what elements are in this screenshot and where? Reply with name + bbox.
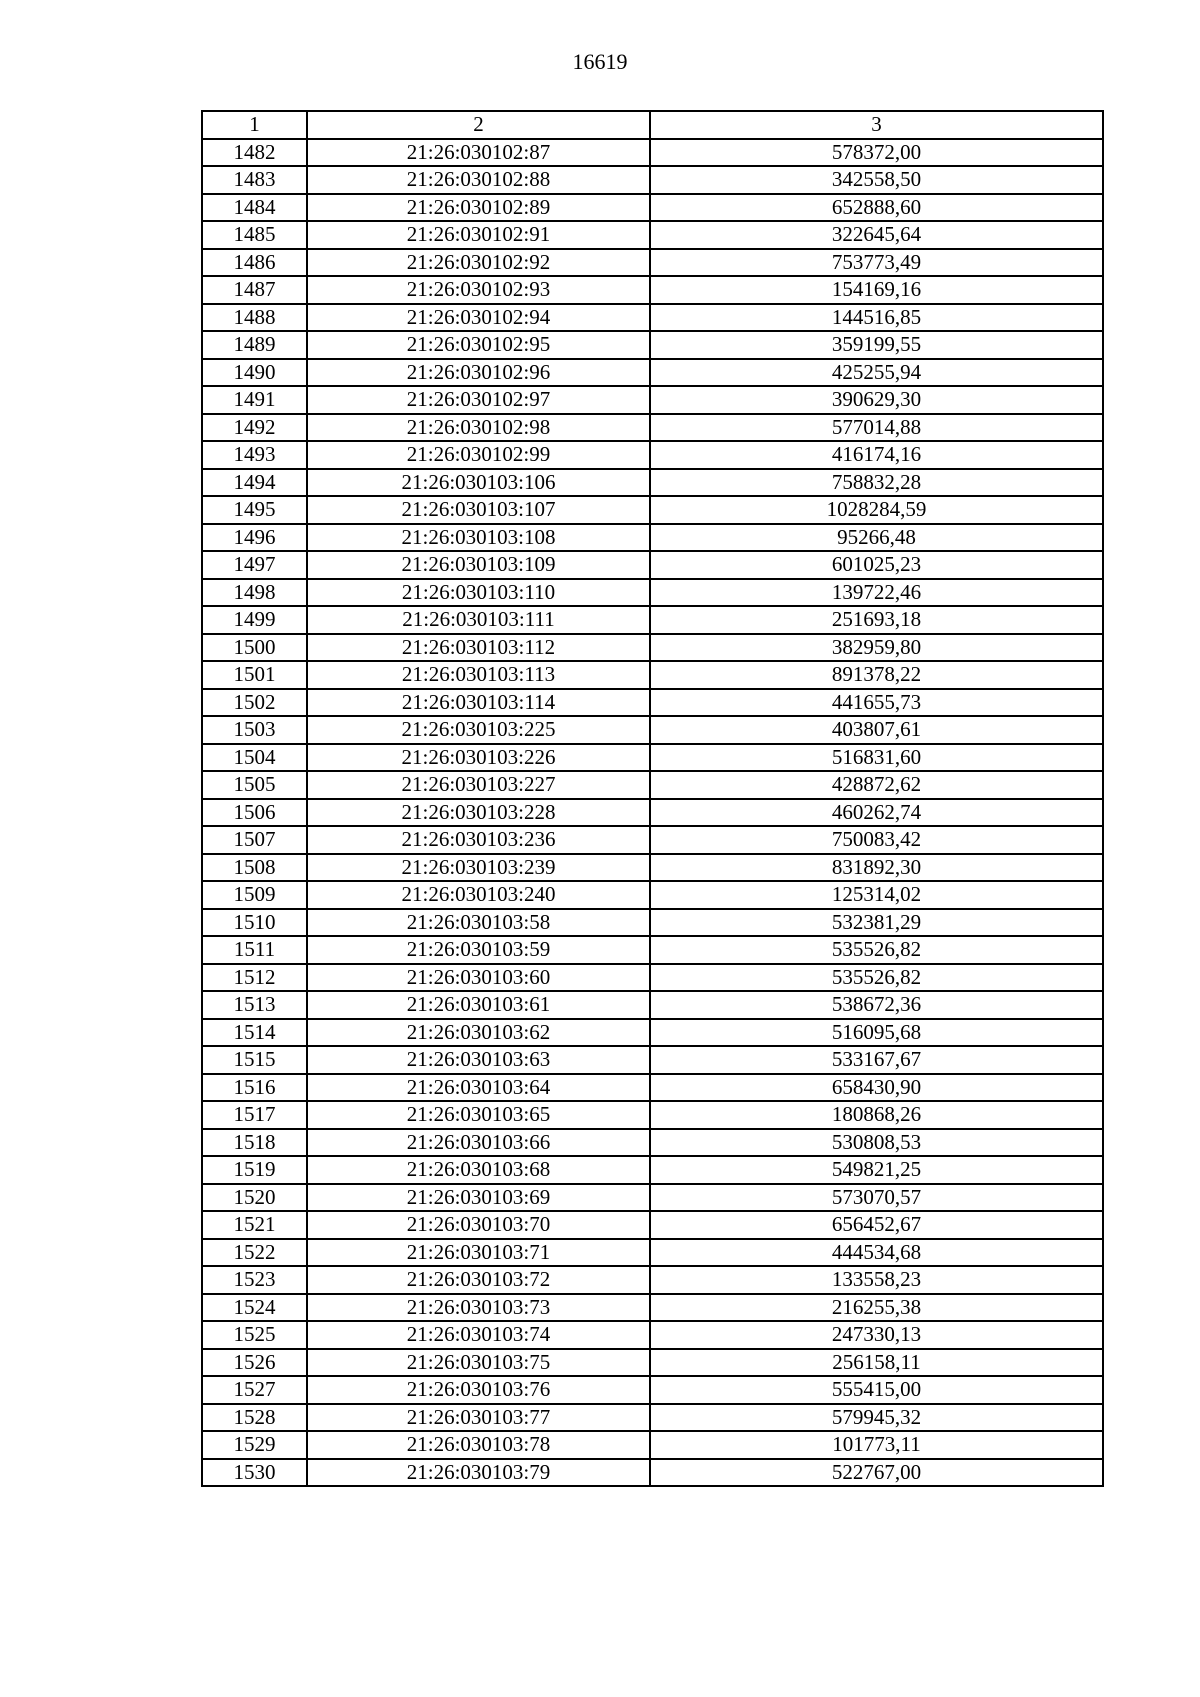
cell-row-number: 1528 xyxy=(202,1404,307,1432)
cell-cadastral-number: 21:26:030103:63 xyxy=(307,1046,650,1074)
cell-row-number: 1519 xyxy=(202,1156,307,1184)
cell-value: 125314,02 xyxy=(650,881,1103,909)
cell-row-number: 1505 xyxy=(202,771,307,799)
cell-cadastral-number: 21:26:030103:239 xyxy=(307,854,650,882)
registry-table xyxy=(201,110,1104,1487)
cell-row-number: 1486 xyxy=(202,249,307,277)
cell-row-number: 1506 xyxy=(202,799,307,827)
cell-cadastral-number: 21:26:030103:110 xyxy=(307,579,650,607)
cell-row-number: 1487 xyxy=(202,276,307,304)
table-row xyxy=(202,524,1103,552)
page-number: 16619 xyxy=(572,49,628,74)
cell-value: 516095,68 xyxy=(650,1019,1103,1047)
table-body xyxy=(202,139,1103,1487)
table-row xyxy=(202,991,1103,1019)
table-row xyxy=(202,1074,1103,1102)
cell-cadastral-number: 21:26:030103:77 xyxy=(307,1404,650,1432)
table-row xyxy=(202,359,1103,387)
cell-row-number: 1510 xyxy=(202,909,307,937)
cell-cadastral-number: 21:26:030103:76 xyxy=(307,1376,650,1404)
table-row xyxy=(202,1431,1103,1459)
cell-value: 1028284,59 xyxy=(650,496,1103,524)
table-row xyxy=(202,1404,1103,1432)
cell-value: 359199,55 xyxy=(650,331,1103,359)
cell-cadastral-number: 21:26:030102:87 xyxy=(307,139,650,167)
cell-value: 403807,61 xyxy=(650,716,1103,744)
cell-cadastral-number: 21:26:030103:62 xyxy=(307,1019,650,1047)
cell-value: 460262,74 xyxy=(650,799,1103,827)
cell-row-number: 1504 xyxy=(202,744,307,772)
table-row xyxy=(202,909,1103,937)
cell-cadastral-number: 21:26:030103:114 xyxy=(307,689,650,717)
cell-cadastral-number: 21:26:030103:111 xyxy=(307,606,650,634)
table-row xyxy=(202,716,1103,744)
cell-cadastral-number: 21:26:030102:91 xyxy=(307,221,650,249)
cell-row-number: 1507 xyxy=(202,826,307,854)
cell-value: 535526,82 xyxy=(650,964,1103,992)
cell-row-number: 1521 xyxy=(202,1211,307,1239)
cell-row-number: 1520 xyxy=(202,1184,307,1212)
cell-row-number: 1508 xyxy=(202,854,307,882)
cell-value: 533167,67 xyxy=(650,1046,1103,1074)
table-row xyxy=(202,936,1103,964)
cell-value: 530808,53 xyxy=(650,1129,1103,1157)
cell-row-number: 1502 xyxy=(202,689,307,717)
cell-value: 549821,25 xyxy=(650,1156,1103,1184)
cell-value: 601025,23 xyxy=(650,551,1103,579)
cell-cadastral-number: 21:26:030103:66 xyxy=(307,1129,650,1157)
cell-row-number: 1498 xyxy=(202,579,307,607)
column-header-value: 3 xyxy=(650,111,1103,139)
cell-cadastral-number: 21:26:030103:58 xyxy=(307,909,650,937)
cell-row-number: 1484 xyxy=(202,194,307,222)
table-row xyxy=(202,166,1103,194)
cell-value: 579945,32 xyxy=(650,1404,1103,1432)
cell-row-number: 1509 xyxy=(202,881,307,909)
cell-row-number: 1513 xyxy=(202,991,307,1019)
cell-row-number: 1492 xyxy=(202,414,307,442)
cell-row-number: 1515 xyxy=(202,1046,307,1074)
cell-value: 428872,62 xyxy=(650,771,1103,799)
cell-value: 831892,30 xyxy=(650,854,1103,882)
cell-cadastral-number: 21:26:030103:225 xyxy=(307,716,650,744)
cell-value: 251693,18 xyxy=(650,606,1103,634)
cell-cadastral-number: 21:26:030103:72 xyxy=(307,1266,650,1294)
cell-value: 247330,13 xyxy=(650,1321,1103,1349)
table-header xyxy=(202,111,1103,139)
cell-value: 652888,60 xyxy=(650,194,1103,222)
table-row xyxy=(202,414,1103,442)
cell-row-number: 1489 xyxy=(202,331,307,359)
cell-value: 416174,16 xyxy=(650,441,1103,469)
cell-row-number: 1490 xyxy=(202,359,307,387)
table-row xyxy=(202,304,1103,332)
table-row xyxy=(202,194,1103,222)
cell-cadastral-number: 21:26:030102:99 xyxy=(307,441,650,469)
cell-cadastral-number: 21:26:030103:60 xyxy=(307,964,650,992)
cell-cadastral-number: 21:26:030103:65 xyxy=(307,1101,650,1129)
cell-value: 216255,38 xyxy=(650,1294,1103,1322)
table-row xyxy=(202,1321,1103,1349)
table-row xyxy=(202,799,1103,827)
cell-row-number: 1491 xyxy=(202,386,307,414)
cell-row-number: 1499 xyxy=(202,606,307,634)
cell-value: 256158,11 xyxy=(650,1349,1103,1377)
cell-cadastral-number: 21:26:030102:98 xyxy=(307,414,650,442)
column-header-cadastral-number: 2 xyxy=(307,111,650,139)
cell-cadastral-number: 21:26:030103:59 xyxy=(307,936,650,964)
table-row xyxy=(202,744,1103,772)
cell-value: 144516,85 xyxy=(650,304,1103,332)
cell-cadastral-number: 21:26:030103:227 xyxy=(307,771,650,799)
cell-row-number: 1524 xyxy=(202,1294,307,1322)
cell-value: 656452,67 xyxy=(650,1211,1103,1239)
table-row xyxy=(202,881,1103,909)
table-row xyxy=(202,221,1103,249)
cell-cadastral-number: 21:26:030102:92 xyxy=(307,249,650,277)
table-row xyxy=(202,1156,1103,1184)
cell-row-number: 1518 xyxy=(202,1129,307,1157)
cell-value: 753773,49 xyxy=(650,249,1103,277)
cell-value: 658430,90 xyxy=(650,1074,1103,1102)
cell-value: 101773,11 xyxy=(650,1431,1103,1459)
cell-cadastral-number: 21:26:030103:71 xyxy=(307,1239,650,1267)
cell-value: 522767,00 xyxy=(650,1459,1103,1487)
cell-value: 758832,28 xyxy=(650,469,1103,497)
cell-cadastral-number: 21:26:030102:97 xyxy=(307,386,650,414)
cell-row-number: 1514 xyxy=(202,1019,307,1047)
cell-cadastral-number: 21:26:030103:112 xyxy=(307,634,650,662)
cell-value: 322645,64 xyxy=(650,221,1103,249)
cell-cadastral-number: 21:26:030103:73 xyxy=(307,1294,650,1322)
cell-row-number: 1497 xyxy=(202,551,307,579)
cell-row-number: 1523 xyxy=(202,1266,307,1294)
table-row xyxy=(202,1294,1103,1322)
table-row xyxy=(202,1101,1103,1129)
cell-cadastral-number: 21:26:030103:113 xyxy=(307,661,650,689)
cell-value: 516831,60 xyxy=(650,744,1103,772)
table-row xyxy=(202,854,1103,882)
cell-row-number: 1526 xyxy=(202,1349,307,1377)
cell-value: 535526,82 xyxy=(650,936,1103,964)
table-row xyxy=(202,606,1103,634)
table-row xyxy=(202,661,1103,689)
table-row xyxy=(202,1019,1103,1047)
cell-cadastral-number: 21:26:030103:70 xyxy=(307,1211,650,1239)
cell-cadastral-number: 21:26:030103:240 xyxy=(307,881,650,909)
cell-cadastral-number: 21:26:030102:93 xyxy=(307,276,650,304)
cell-cadastral-number: 21:26:030103:68 xyxy=(307,1156,650,1184)
cell-value: 180868,26 xyxy=(650,1101,1103,1129)
cell-row-number: 1511 xyxy=(202,936,307,964)
cell-cadastral-number: 21:26:030103:74 xyxy=(307,1321,650,1349)
table-row xyxy=(202,469,1103,497)
cell-value: 538672,36 xyxy=(650,991,1103,1019)
cell-value: 154169,16 xyxy=(650,276,1103,304)
cell-value: 573070,57 xyxy=(650,1184,1103,1212)
cell-value: 578372,00 xyxy=(650,139,1103,167)
table-row xyxy=(202,386,1103,414)
cell-row-number: 1488 xyxy=(202,304,307,332)
cell-row-number: 1517 xyxy=(202,1101,307,1129)
cell-value: 382959,80 xyxy=(650,634,1103,662)
table-row xyxy=(202,1046,1103,1074)
table-row xyxy=(202,634,1103,662)
cell-value: 532381,29 xyxy=(650,909,1103,937)
cell-cadastral-number: 21:26:030103:107 xyxy=(307,496,650,524)
cell-value: 133558,23 xyxy=(650,1266,1103,1294)
table-row xyxy=(202,1239,1103,1267)
table-row xyxy=(202,1459,1103,1487)
cell-cadastral-number: 21:26:030103:61 xyxy=(307,991,650,1019)
cell-row-number: 1501 xyxy=(202,661,307,689)
cell-value: 95266,48 xyxy=(650,524,1103,552)
cell-row-number: 1530 xyxy=(202,1459,307,1487)
cell-cadastral-number: 21:26:030103:109 xyxy=(307,551,650,579)
table-row xyxy=(202,331,1103,359)
cell-value: 342558,50 xyxy=(650,166,1103,194)
table-row xyxy=(202,689,1103,717)
table-row xyxy=(202,496,1103,524)
cell-cadastral-number: 21:26:030103:79 xyxy=(307,1459,650,1487)
cell-cadastral-number: 21:26:030103:236 xyxy=(307,826,650,854)
table-row xyxy=(202,826,1103,854)
cell-cadastral-number: 21:26:030102:88 xyxy=(307,166,650,194)
table-row xyxy=(202,964,1103,992)
table-header-row xyxy=(202,111,1103,139)
cell-cadastral-number: 21:26:030103:108 xyxy=(307,524,650,552)
cell-row-number: 1493 xyxy=(202,441,307,469)
cell-cadastral-number: 21:26:030103:75 xyxy=(307,1349,650,1377)
cell-row-number: 1525 xyxy=(202,1321,307,1349)
cell-cadastral-number: 21:26:030103:64 xyxy=(307,1074,650,1102)
cell-cadastral-number: 21:26:030102:89 xyxy=(307,194,650,222)
cell-cadastral-number: 21:26:030103:69 xyxy=(307,1184,650,1212)
cell-row-number: 1482 xyxy=(202,139,307,167)
table-row xyxy=(202,771,1103,799)
cell-value: 891378,22 xyxy=(650,661,1103,689)
cell-value: 441655,73 xyxy=(650,689,1103,717)
cell-value: 444534,68 xyxy=(650,1239,1103,1267)
cell-row-number: 1496 xyxy=(202,524,307,552)
cell-cadastral-number: 21:26:030103:78 xyxy=(307,1431,650,1459)
cell-value: 555415,00 xyxy=(650,1376,1103,1404)
cell-value: 750083,42 xyxy=(650,826,1103,854)
table-row xyxy=(202,1376,1103,1404)
cell-cadastral-number: 21:26:030103:228 xyxy=(307,799,650,827)
cell-row-number: 1503 xyxy=(202,716,307,744)
cell-row-number: 1495 xyxy=(202,496,307,524)
cell-row-number: 1516 xyxy=(202,1074,307,1102)
cell-cadastral-number: 21:26:030102:95 xyxy=(307,331,650,359)
table-row xyxy=(202,1266,1103,1294)
column-header-number: 1 xyxy=(202,111,307,139)
cell-row-number: 1527 xyxy=(202,1376,307,1404)
cell-value: 139722,46 xyxy=(650,579,1103,607)
cell-value: 425255,94 xyxy=(650,359,1103,387)
table-row xyxy=(202,249,1103,277)
cell-value: 577014,88 xyxy=(650,414,1103,442)
cell-row-number: 1500 xyxy=(202,634,307,662)
cell-cadastral-number: 21:26:030103:106 xyxy=(307,469,650,497)
table-row xyxy=(202,139,1103,167)
cell-row-number: 1485 xyxy=(202,221,307,249)
cell-value: 390629,30 xyxy=(650,386,1103,414)
table-row xyxy=(202,276,1103,304)
cell-row-number: 1512 xyxy=(202,964,307,992)
table-row xyxy=(202,1184,1103,1212)
table-row xyxy=(202,1349,1103,1377)
table-row xyxy=(202,551,1103,579)
cell-row-number: 1483 xyxy=(202,166,307,194)
table-row xyxy=(202,441,1103,469)
table-row xyxy=(202,1129,1103,1157)
cell-cadastral-number: 21:26:030103:226 xyxy=(307,744,650,772)
cell-cadastral-number: 21:26:030102:94 xyxy=(307,304,650,332)
table-row xyxy=(202,1211,1103,1239)
cell-row-number: 1522 xyxy=(202,1239,307,1267)
cell-cadastral-number: 21:26:030102:96 xyxy=(307,359,650,387)
cell-row-number: 1494 xyxy=(202,469,307,497)
table-row xyxy=(202,579,1103,607)
cell-row-number: 1529 xyxy=(202,1431,307,1459)
